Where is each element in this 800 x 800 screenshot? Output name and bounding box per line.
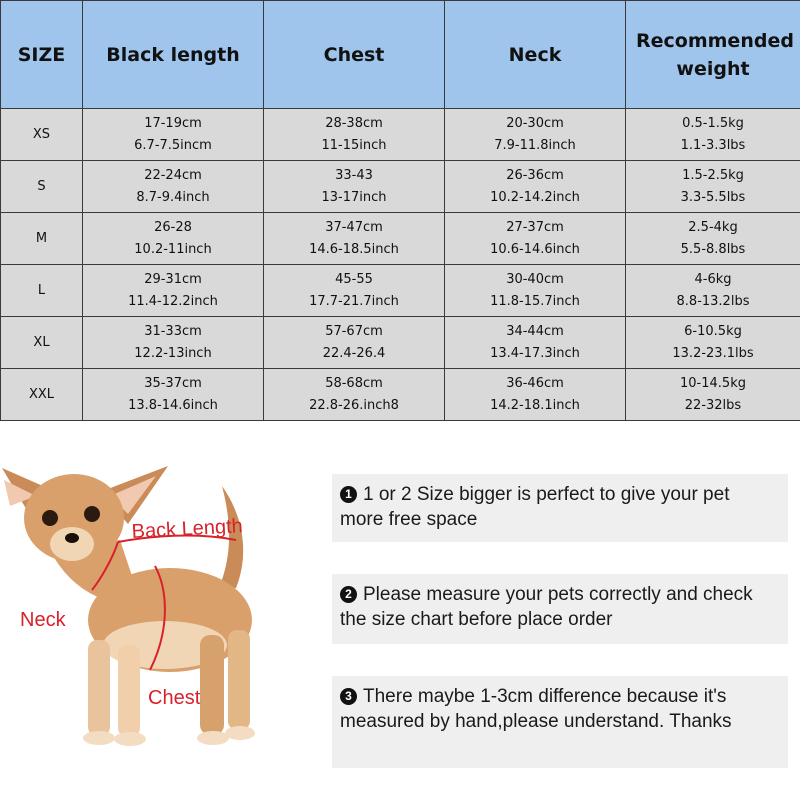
cell-neck (445, 317, 626, 369)
note-measure-correctly (332, 574, 788, 644)
cell-value-metric: 37-47cm (325, 219, 383, 235)
cell-chest (264, 265, 445, 317)
cell-chest (264, 317, 445, 369)
dog-leg-front-right (118, 645, 140, 737)
cell-value-metric: 22-24cm (144, 167, 202, 183)
cell-chest (264, 161, 445, 213)
note-measurement-difference (332, 676, 788, 768)
dog-paw (197, 731, 229, 745)
cell-value-imperial: 13-17inch (321, 189, 387, 205)
cell-value-metric: 1.5-2.5kg (682, 167, 744, 183)
cell-value-metric: 4-6kg (694, 271, 732, 287)
cell-value-metric: 45-55 (335, 271, 373, 287)
cell-weight (626, 369, 800, 421)
dog-muzzle (50, 527, 94, 561)
cell-neck (445, 109, 626, 161)
cell-value-metric: 33-43 (335, 167, 373, 183)
cell-value-imperial: 14.2-18.1inch (490, 397, 580, 413)
cell-chest (264, 369, 445, 421)
cell-value-imperial: 10.2-14.2inch (490, 189, 580, 205)
cell-value-imperial: 10.2-11inch (134, 241, 212, 257)
cell-chest (264, 213, 445, 265)
cell-value-imperial: 5.5-8.8lbs (680, 241, 746, 257)
table-header-row (1, 1, 800, 109)
dog-illustration (0, 440, 310, 770)
header-back-length: Black length (83, 1, 264, 109)
cell-value-imperial: 11-15inch (321, 137, 387, 153)
cell-back-length (83, 213, 264, 265)
cell-value-metric: 36-46cm (506, 375, 564, 391)
cell-value-metric: 20-30cm (506, 115, 564, 131)
cell-size: L (1, 265, 83, 317)
cell-value-imperial: 6.7-7.5incm (134, 137, 212, 153)
cell-value-metric: 2.5-4kg (688, 219, 738, 235)
dog-eye-left (42, 510, 58, 526)
header-chest: Chest (264, 1, 445, 109)
cell-size: M (1, 213, 83, 265)
table-row (1, 109, 800, 161)
cell-back-length (83, 317, 264, 369)
dog-measurement-diagram (0, 440, 310, 770)
note-number-badge: 2 (340, 586, 357, 603)
header-size: SIZE (1, 1, 83, 109)
cell-value-metric: 26-28 (154, 219, 192, 235)
dog-leg-front-left (88, 640, 110, 736)
cell-value-imperial: 13.2-23.1lbs (672, 345, 754, 361)
cell-value-metric: 0.5-1.5kg (682, 115, 744, 131)
cell-value-imperial: 10.6-14.6inch (490, 241, 580, 257)
cell-value-imperial: 14.6-18.5inch (309, 241, 399, 257)
cell-size: XL (1, 317, 83, 369)
cell-value-metric: 28-38cm (325, 115, 383, 131)
table-row (1, 265, 800, 317)
cell-size: S (1, 161, 83, 213)
note-text: There maybe 1-3cm difference because it's measured by hand,please understand. Thanks (340, 686, 732, 732)
cell-value-metric: 17-19cm (144, 115, 202, 131)
cell-value-imperial: 13.4-17.3inch (490, 345, 580, 361)
cell-neck (445, 369, 626, 421)
cell-value-metric: 10-14.5kg (680, 375, 746, 391)
cell-value-metric: 30-40cm (506, 271, 564, 287)
cell-size: XXL (1, 369, 83, 421)
cell-value-metric: 35-37cm (144, 375, 202, 391)
dog-nose (65, 533, 79, 543)
dog-leg-back-left (200, 635, 224, 735)
dog-paw (114, 732, 146, 746)
cell-back-length (83, 369, 264, 421)
table-row (1, 317, 800, 369)
cell-value-imperial: 22-32lbs (684, 397, 742, 413)
cell-value-imperial: 11.4-12.2inch (128, 293, 218, 309)
cell-neck (445, 161, 626, 213)
cell-value-imperial: 1.1-3.3lbs (680, 137, 746, 153)
cell-neck (445, 213, 626, 265)
cell-value-metric: 58-68cm (325, 375, 383, 391)
cell-back-length (83, 161, 264, 213)
cell-value-metric: 6-10.5kg (684, 323, 742, 339)
cell-value-metric: 26-36cm (506, 167, 564, 183)
header-weight-label: Recommended weight (636, 29, 794, 80)
dog-leg-back-right (228, 630, 250, 730)
header-neck: Neck (445, 1, 626, 109)
cell-weight (626, 161, 800, 213)
cell-chest (264, 109, 445, 161)
note-number-badge: 1 (340, 486, 357, 503)
cell-weight (626, 265, 800, 317)
cell-weight (626, 213, 800, 265)
cell-value-imperial: 11.8-15.7inch (490, 293, 580, 309)
cell-value-imperial: 8.7-9.4inch (136, 189, 210, 205)
note-size-bigger (332, 474, 788, 542)
header-recommended-weight (626, 1, 800, 109)
chest-label: Chest (148, 687, 201, 709)
cell-value-imperial: 8.8-13.2lbs (676, 293, 750, 309)
cell-value-metric: 57-67cm (325, 323, 383, 339)
note-number-badge: 3 (340, 688, 357, 705)
cell-weight (626, 317, 800, 369)
cell-back-length (83, 109, 264, 161)
cell-neck (445, 265, 626, 317)
dog-paw (83, 731, 115, 745)
cell-value-imperial: 22.8-26.inch8 (309, 397, 399, 413)
cell-size: XS (1, 109, 83, 161)
cell-value-metric: 34-44cm (506, 323, 564, 339)
back-length-label: Back Length (131, 515, 244, 543)
table-row (1, 213, 800, 265)
dog-eye-right (84, 506, 100, 522)
cell-value-imperial: 17.7-21.7inch (309, 293, 399, 309)
cell-weight (626, 109, 800, 161)
neck-label: Neck (20, 609, 66, 631)
note-text: 1 or 2 Size bigger is perfect to give your pet more free space (340, 484, 730, 530)
cell-value-imperial: 13.8-14.6inch (128, 397, 218, 413)
table-row (1, 369, 800, 421)
cell-back-length (83, 265, 264, 317)
cell-value-imperial: 3.3-5.5lbs (680, 189, 746, 205)
cell-value-imperial: 22.4-26.4 (322, 345, 386, 361)
cell-value-imperial: 12.2-13inch (134, 345, 212, 361)
dog-paw (225, 726, 255, 740)
cell-value-metric: 31-33cm (144, 323, 202, 339)
note-text: Please measure your pets correctly and check the size chart before place order (340, 584, 753, 630)
cell-value-imperial: 7.9-11.8inch (494, 137, 576, 153)
cell-value-metric: 27-37cm (506, 219, 564, 235)
cell-value-metric: 29-31cm (144, 271, 202, 287)
table-row (1, 161, 800, 213)
